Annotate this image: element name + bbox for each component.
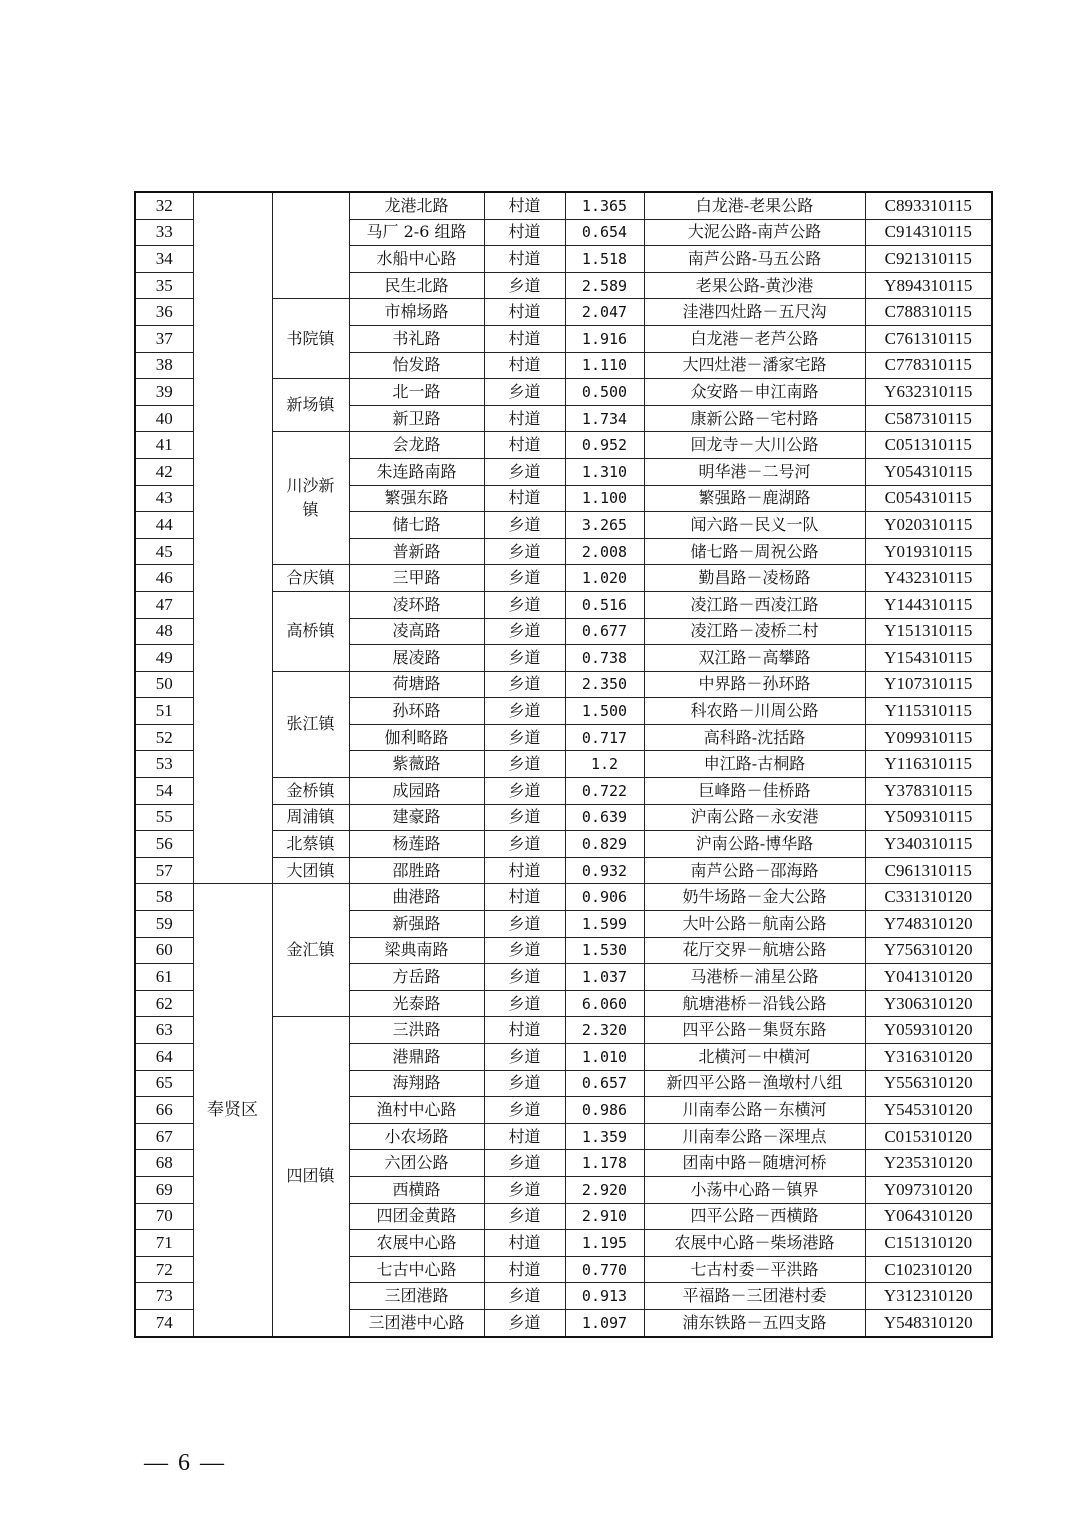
row-number-cell: 72 [135,1256,193,1283]
road-name-cell: 三甲路 [349,565,484,592]
row-number-cell: 42 [135,458,193,485]
row-number-cell: 44 [135,512,193,539]
road-code-cell: Y306310120 [865,990,992,1017]
town-cell: 周浦镇 [272,804,349,831]
road-length-cell: 1.010 [565,1044,644,1071]
road-code-cell: Y019310115 [865,538,992,565]
road-section-cell: 小荡中心路－镇界 [644,1176,865,1203]
road-section-cell: 高科路-沈括路 [644,724,865,751]
road-code-cell: Y151310115 [865,618,992,645]
road-grade-cell: 乡道 [484,645,565,672]
road-grade-cell: 乡道 [484,831,565,858]
road-grade-cell: 村道 [484,299,565,326]
row-number-cell: 41 [135,432,193,459]
road-code-cell: C331310120 [865,884,992,911]
road-length-cell: 1.310 [565,458,644,485]
road-name-cell: 凌高路 [349,618,484,645]
road-grade-cell: 乡道 [484,911,565,938]
row-number-cell: 74 [135,1309,193,1336]
road-length-cell: 0.906 [565,884,644,911]
road-name-cell: 农展中心路 [349,1230,484,1257]
row-number-cell: 57 [135,857,193,884]
road-section-cell: 科农路－川周公路 [644,698,865,725]
row-number-cell: 33 [135,219,193,246]
road-code-cell: Y235310120 [865,1150,992,1177]
road-section-cell: 七古村委－平洪路 [644,1256,865,1283]
road-grade-cell: 乡道 [484,964,565,991]
road-length-cell: 2.589 [565,272,644,299]
road-name-cell: 三团港中心路 [349,1309,484,1336]
road-grade-cell: 乡道 [484,591,565,618]
road-section-cell: 四平公路－集贤东路 [644,1017,865,1044]
road-section-cell: 团南中路－随塘河桥 [644,1150,865,1177]
road-grade-cell: 村道 [484,352,565,379]
row-number-cell: 60 [135,937,193,964]
road-length-cell: 2.920 [565,1176,644,1203]
road-name-cell: 民生北路 [349,272,484,299]
road-name-cell: 成园路 [349,778,484,805]
town-cell: 新场镇 [272,379,349,432]
road-grade-cell: 乡道 [484,937,565,964]
road-section-cell: 中界路－孙环路 [644,671,865,698]
road-grade-cell: 乡道 [484,1070,565,1097]
row-number-cell: 53 [135,751,193,778]
row-number-cell: 66 [135,1097,193,1124]
road-name-cell: 伽利略路 [349,724,484,751]
road-length-cell: 0.829 [565,831,644,858]
row-number-cell: 43 [135,485,193,512]
road-section-cell: 川南奉公路－深埋点 [644,1123,865,1150]
road-code-cell: C961310115 [865,857,992,884]
road-grade-cell: 村道 [484,405,565,432]
road-code-cell: C054310115 [865,485,992,512]
road-length-cell: 2.910 [565,1203,644,1230]
road-grade-cell: 乡道 [484,1283,565,1310]
road-grade-cell: 乡道 [484,1044,565,1071]
road-grade-cell: 乡道 [484,990,565,1017]
road-code-cell: Y116310115 [865,751,992,778]
road-code-cell: C893310115 [865,192,992,219]
road-section-cell: 凌江路－凌桥二村 [644,618,865,645]
road-name-cell: 繁强东路 [349,485,484,512]
row-number-cell: 70 [135,1203,193,1230]
road-code-cell: C587310115 [865,405,992,432]
road-name-cell: 四团金黄路 [349,1203,484,1230]
road-section-cell: 南芦公路-马五公路 [644,246,865,273]
road-length-cell: 0.913 [565,1283,644,1310]
town-cell: 金汇镇 [272,884,349,1017]
road-grade-cell: 乡道 [484,804,565,831]
road-code-cell: C921310115 [865,246,992,273]
road-code-cell: Y556310120 [865,1070,992,1097]
table-row [135,884,992,911]
town-cell: 四团镇 [272,1017,349,1337]
row-number-cell: 55 [135,804,193,831]
row-number-cell: 63 [135,1017,193,1044]
road-list-table [134,191,993,1338]
row-number-cell: 34 [135,246,193,273]
road-length-cell: 0.722 [565,778,644,805]
road-name-cell: 紫薇路 [349,751,484,778]
road-length-cell: 0.677 [565,618,644,645]
road-code-cell: Y748310120 [865,911,992,938]
road-section-cell: 大泥公路-南芦公路 [644,219,865,246]
road-code-cell: Y144310115 [865,591,992,618]
road-section-cell: 大叶公路－航南公路 [644,911,865,938]
road-name-cell: 港鼎路 [349,1044,484,1071]
road-length-cell: 0.500 [565,379,644,406]
road-name-cell: 方岳路 [349,964,484,991]
road-section-cell: 大四灶港－潘家宅路 [644,352,865,379]
row-number-cell: 65 [135,1070,193,1097]
road-grade-cell: 村道 [484,1123,565,1150]
road-grade-cell: 乡道 [484,671,565,698]
row-number-cell: 49 [135,645,193,672]
road-section-cell: 繁强路－鹿湖路 [644,485,865,512]
road-section-cell: 明华港－二号河 [644,458,865,485]
road-grade-cell: 村道 [484,884,565,911]
town-cell: 书院镇 [272,299,349,379]
road-length-cell: 2.350 [565,671,644,698]
road-length-cell: 1.020 [565,565,644,592]
row-number-cell: 61 [135,964,193,991]
road-code-cell: C778310115 [865,352,992,379]
road-code-cell: C788310115 [865,299,992,326]
road-grade-cell: 乡道 [484,751,565,778]
road-code-cell: Y316310120 [865,1044,992,1071]
town-cell: 大团镇 [272,857,349,884]
row-number-cell: 68 [135,1150,193,1177]
road-section-cell: 沪南公路-博华路 [644,831,865,858]
road-code-cell: Y340310115 [865,831,992,858]
road-name-cell: 渔村中心路 [349,1097,484,1124]
road-name-cell: 储七路 [349,512,484,539]
road-name-cell: 水船中心路 [349,246,484,273]
row-number-cell: 40 [135,405,193,432]
road-name-cell: 杨莲路 [349,831,484,858]
road-length-cell: 1.195 [565,1230,644,1257]
road-name-cell: 朱连路南路 [349,458,484,485]
road-name-cell: 三洪路 [349,1017,484,1044]
road-code-cell: Y378310115 [865,778,992,805]
row-number-cell: 69 [135,1176,193,1203]
road-grade-cell: 乡道 [484,458,565,485]
road-name-cell: 展凌路 [349,645,484,672]
road-length-cell: 3.265 [565,512,644,539]
road-section-cell: 四平公路－西横路 [644,1203,865,1230]
road-grade-cell: 村道 [484,325,565,352]
road-length-cell: 0.932 [565,857,644,884]
road-name-cell: 三团港路 [349,1283,484,1310]
road-code-cell: Y312310120 [865,1283,992,1310]
road-name-cell: 书礼路 [349,325,484,352]
road-grade-cell: 村道 [484,1230,565,1257]
road-grade-cell: 村道 [484,192,565,219]
road-grade-cell: 乡道 [484,1309,565,1336]
road-code-cell: C914310115 [865,219,992,246]
town-cell [272,192,349,299]
road-name-cell: 七古中心路 [349,1256,484,1283]
road-section-cell: 储七路－周祝公路 [644,538,865,565]
town-cell: 合庆镇 [272,565,349,592]
road-section-cell: 北横河－中横河 [644,1044,865,1071]
road-grade-cell: 村道 [484,857,565,884]
road-section-cell: 老果公路-黄沙港 [644,272,865,299]
road-code-cell: Y054310115 [865,458,992,485]
road-name-cell: 梁典南路 [349,937,484,964]
road-length-cell: 1.500 [565,698,644,725]
road-name-cell: 荷塘路 [349,671,484,698]
road-section-cell: 花厅交界－航塘公路 [644,937,865,964]
town-cell: 高桥镇 [272,591,349,671]
road-grade-cell: 乡道 [484,778,565,805]
road-length-cell: 1.530 [565,937,644,964]
road-section-cell: 回龙寺－大川公路 [644,432,865,459]
road-grade-cell: 乡道 [484,1097,565,1124]
road-code-cell: C015310120 [865,1123,992,1150]
road-section-cell: 新四平公路－渔墩村八组 [644,1070,865,1097]
road-code-cell: Y097310120 [865,1176,992,1203]
road-section-cell: 勤昌路－凌杨路 [644,565,865,592]
table-body [135,192,992,1337]
road-grade-cell: 村道 [484,1017,565,1044]
road-name-cell: 怡发路 [349,352,484,379]
road-grade-cell: 村道 [484,432,565,459]
road-grade-cell: 村道 [484,246,565,273]
row-number-cell: 52 [135,724,193,751]
road-code-cell: Y154310115 [865,645,992,672]
road-name-cell: 光泰路 [349,990,484,1017]
road-length-cell: 1.916 [565,325,644,352]
row-number-cell: 73 [135,1283,193,1310]
road-section-cell: 航塘港桥－沿钱公路 [644,990,865,1017]
road-grade-cell: 乡道 [484,618,565,645]
row-number-cell: 62 [135,990,193,1017]
road-length-cell: 1.518 [565,246,644,273]
road-length-cell: 1.178 [565,1150,644,1177]
road-section-cell: 巨峰路－佳桥路 [644,778,865,805]
road-length-cell: 0.738 [565,645,644,672]
road-grade-cell: 乡道 [484,1176,565,1203]
district-cell [193,192,272,884]
road-name-cell: 市棉场路 [349,299,484,326]
road-code-cell: C102310120 [865,1256,992,1283]
road-grade-cell: 乡道 [484,1150,565,1177]
row-number-cell: 36 [135,299,193,326]
road-grade-cell: 乡道 [484,698,565,725]
road-code-cell: Y107310115 [865,671,992,698]
road-name-cell: 曲港路 [349,884,484,911]
road-grade-cell: 村道 [484,485,565,512]
road-code-cell: Y041310120 [865,964,992,991]
road-name-cell: 凌环路 [349,591,484,618]
road-code-cell: Y432310115 [865,565,992,592]
road-code-cell: Y059310120 [865,1017,992,1044]
road-section-cell: 沪南公路－永安港 [644,804,865,831]
row-number-cell: 71 [135,1230,193,1257]
road-section-cell: 洼港四灶路－五尺沟 [644,299,865,326]
road-code-cell: Y632310115 [865,379,992,406]
row-number-cell: 64 [135,1044,193,1071]
road-name-cell: 邵胜路 [349,857,484,884]
town-cell: 北蔡镇 [272,831,349,858]
road-name-cell: 西横路 [349,1176,484,1203]
road-name-cell: 小农场路 [349,1123,484,1150]
town-cell: 张江镇 [272,671,349,777]
road-grade-cell: 村道 [484,1256,565,1283]
road-code-cell: C051310115 [865,432,992,459]
row-number-cell: 38 [135,352,193,379]
road-length-cell: 0.986 [565,1097,644,1124]
road-length-cell: 1.599 [565,911,644,938]
road-section-cell: 平福路－三团港村委 [644,1283,865,1310]
road-length-cell: 6.060 [565,990,644,1017]
road-code-cell: Y099310115 [865,724,992,751]
road-grade-cell: 村道 [484,219,565,246]
road-length-cell: 1.365 [565,192,644,219]
road-length-cell: 0.952 [565,432,644,459]
road-length-cell: 0.770 [565,1256,644,1283]
road-length-cell: 1.037 [565,964,644,991]
road-length-cell: 1.359 [565,1123,644,1150]
row-number-cell: 32 [135,192,193,219]
road-code-cell: Y115310115 [865,698,992,725]
road-name-cell: 会龙路 [349,432,484,459]
road-code-cell: Y545310120 [865,1097,992,1124]
road-length-cell: 2.047 [565,299,644,326]
road-name-cell: 龙港北路 [349,192,484,219]
road-length-cell: 1.100 [565,485,644,512]
road-code-cell: Y020310115 [865,512,992,539]
road-section-cell: 康新公路－宅村路 [644,405,865,432]
road-length-cell: 2.008 [565,538,644,565]
row-number-cell: 39 [135,379,193,406]
row-number-cell: 58 [135,884,193,911]
town-cell: 川沙新镇 [272,432,349,565]
road-section-cell: 南芦公路－邵海路 [644,857,865,884]
road-grade-cell: 乡道 [484,379,565,406]
row-number-cell: 59 [135,911,193,938]
town-cell: 金桥镇 [272,778,349,805]
road-name-cell: 孙环路 [349,698,484,725]
road-length-cell: 1.110 [565,352,644,379]
road-name-cell: 北一路 [349,379,484,406]
row-number-cell: 45 [135,538,193,565]
road-code-cell: Y509310115 [865,804,992,831]
road-code-cell: Y894310115 [865,272,992,299]
road-section-cell: 双江路－高攀路 [644,645,865,672]
road-name-cell: 新强路 [349,911,484,938]
row-number-cell: 54 [135,778,193,805]
row-number-cell: 50 [135,671,193,698]
road-grade-cell: 乡道 [484,538,565,565]
page-number: — 6 — [144,1450,226,1476]
road-length-cell: 0.639 [565,804,644,831]
road-name-cell: 建豪路 [349,804,484,831]
road-code-cell: Y756310120 [865,937,992,964]
road-name-cell: 六团公路 [349,1150,484,1177]
road-length-cell: 0.717 [565,724,644,751]
road-length-cell: 0.657 [565,1070,644,1097]
road-section-cell: 众安路－申江南路 [644,379,865,406]
road-section-cell: 闻六路－民义一队 [644,512,865,539]
road-name-cell: 普新路 [349,538,484,565]
table-row [135,192,992,219]
row-number-cell: 48 [135,618,193,645]
row-number-cell: 35 [135,272,193,299]
road-code-cell: C761310115 [865,325,992,352]
road-length-cell: 1.2 [565,751,644,778]
road-code-cell: Y064310120 [865,1203,992,1230]
road-section-cell: 奶牛场路－金大公路 [644,884,865,911]
road-length-cell: 0.654 [565,219,644,246]
road-section-cell: 农展中心路－柴场港路 [644,1230,865,1257]
road-section-cell: 申江路-古桐路 [644,751,865,778]
row-number-cell: 56 [135,831,193,858]
road-length-cell: 0.516 [565,591,644,618]
road-grade-cell: 乡道 [484,512,565,539]
road-section-cell: 浦东铁路－五四支路 [644,1309,865,1336]
road-name-cell: 海翔路 [349,1070,484,1097]
road-code-cell: C151310120 [865,1230,992,1257]
road-name-cell: 新卫路 [349,405,484,432]
road-length-cell: 1.097 [565,1309,644,1336]
road-length-cell: 1.734 [565,405,644,432]
road-section-cell: 川南奉公路－东横河 [644,1097,865,1124]
road-section-cell: 凌江路－西凌江路 [644,591,865,618]
road-section-cell: 白龙港－老芦公路 [644,325,865,352]
row-number-cell: 37 [135,325,193,352]
road-grade-cell: 乡道 [484,272,565,299]
row-number-cell: 67 [135,1123,193,1150]
road-length-cell: 2.320 [565,1017,644,1044]
road-name-cell: 马厂 2-6 组路 [349,219,484,246]
road-grade-cell: 乡道 [484,565,565,592]
row-number-cell: 46 [135,565,193,592]
row-number-cell: 47 [135,591,193,618]
road-section-cell: 白龙港-老果公路 [644,192,865,219]
road-grade-cell: 乡道 [484,1203,565,1230]
road-grade-cell: 乡道 [484,724,565,751]
district-cell: 奉贤区 [193,884,272,1337]
row-number-cell: 51 [135,698,193,725]
road-section-cell: 马港桥－浦星公路 [644,964,865,991]
road-code-cell: Y548310120 [865,1309,992,1336]
